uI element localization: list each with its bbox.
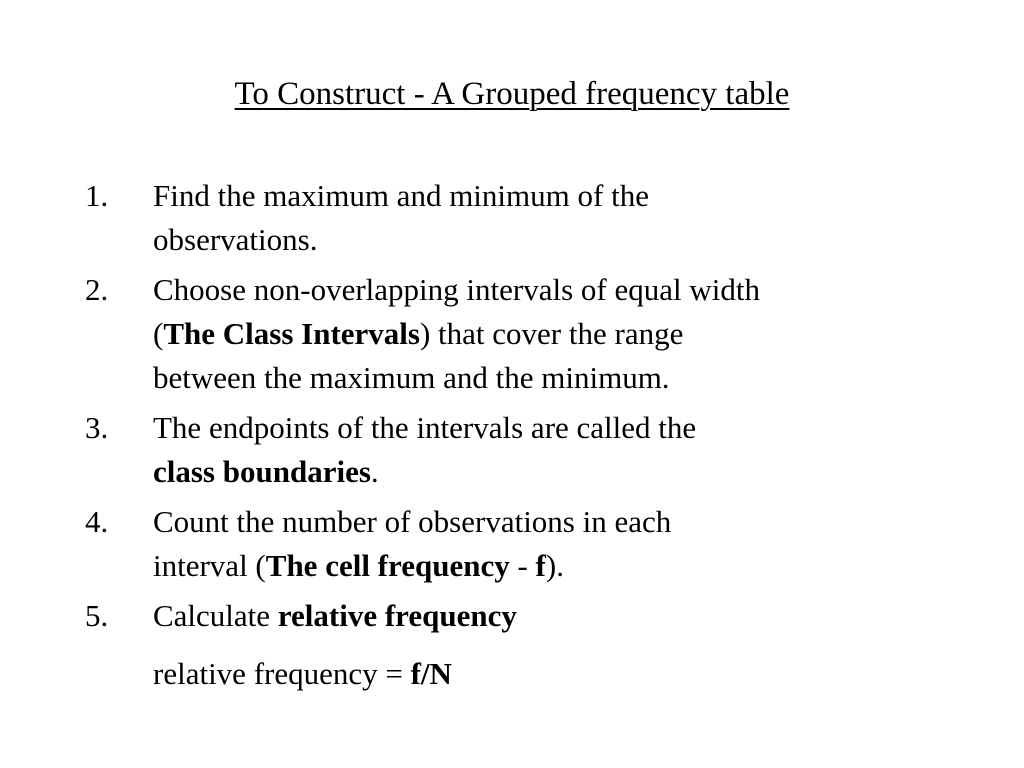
class-intervals-term: The Class Intervals xyxy=(163,316,420,351)
step-4 xyxy=(85,500,985,588)
step-number: 5. xyxy=(85,598,109,633)
step-4-line-2-mid: - xyxy=(509,548,536,583)
step-number: 4. xyxy=(85,504,109,539)
slide-title-text: To Construct - A Grouped frequency table xyxy=(234,76,790,112)
step-number: 2. xyxy=(85,272,109,307)
formula-expression: f/N xyxy=(410,656,452,691)
step-5 xyxy=(85,594,985,638)
step-text xyxy=(153,268,985,400)
formula-label: relative frequency = xyxy=(153,656,411,691)
step-1-line-2: observations. xyxy=(153,222,318,257)
step-4-line-1: Count the number of observations in each xyxy=(153,504,672,539)
relative-frequency-formula xyxy=(153,652,452,696)
class-boundaries-term: class boundaries xyxy=(153,454,371,489)
step-text xyxy=(153,500,985,588)
step-2-open-paren: ( xyxy=(153,316,164,351)
step-2-line-2-rest: ) that cover the range xyxy=(419,316,684,351)
step-text xyxy=(153,174,985,262)
step-number: 3. xyxy=(85,410,109,445)
step-1 xyxy=(85,174,985,262)
step-4-line-2-rest: ). xyxy=(545,548,564,583)
step-number: 1. xyxy=(85,178,109,213)
f-symbol: f xyxy=(535,548,546,583)
step-4-line-2-pre: interval ( xyxy=(153,548,266,583)
relative-frequency-term: relative frequency xyxy=(277,598,517,633)
step-3-line-1: The endpoints of the intervals are called the xyxy=(153,410,697,445)
step-text xyxy=(153,594,985,638)
steps-list xyxy=(85,174,985,644)
step-3-line-2-rest: . xyxy=(370,454,379,489)
cell-frequency-term: The cell frequency xyxy=(265,548,510,583)
step-2 xyxy=(85,268,985,400)
slide-title xyxy=(0,72,1024,116)
step-2-line-3: between the maximum and the minimum. xyxy=(153,360,670,395)
step-5-line-1-pre: Calculate xyxy=(153,598,278,633)
step-2-line-1: Choose non-overlapping intervals of equal width xyxy=(153,272,760,307)
step-1-line-1: Find the maximum and minimum of the xyxy=(153,178,649,213)
step-text xyxy=(153,406,985,494)
step-3 xyxy=(85,406,985,494)
